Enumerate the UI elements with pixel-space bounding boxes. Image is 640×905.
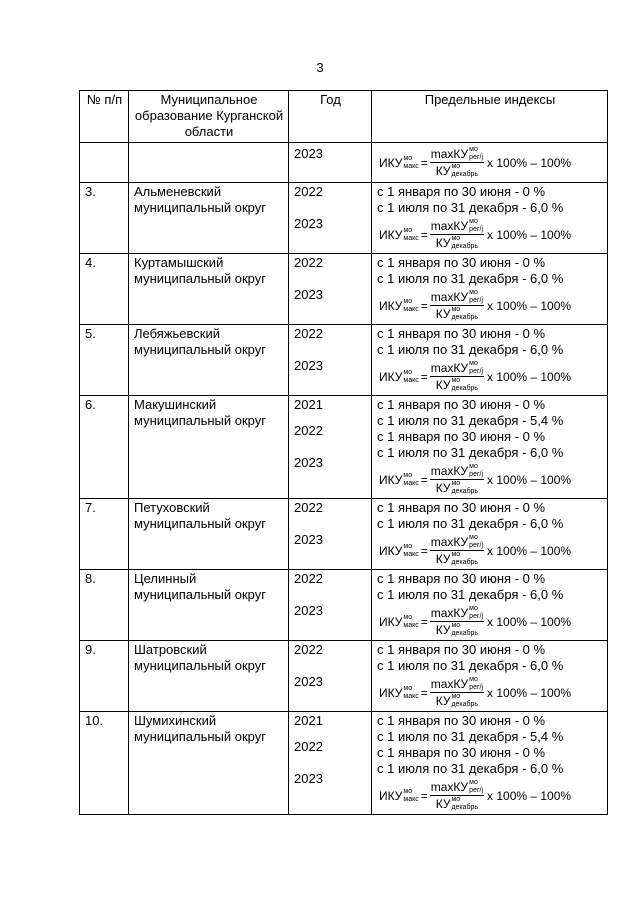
index-formula	[379, 289, 603, 322]
table-row	[80, 499, 608, 570]
index-line: с 1 июля по 31 декабря - 6,0 %	[377, 271, 564, 286]
formula-num-sup: мо	[469, 676, 478, 683]
formula-num-text: maxКУ	[430, 147, 469, 161]
formula-den-sub: декабрь	[451, 314, 479, 321]
formula-rhs: x 100% – 100%	[487, 298, 572, 313]
formula-numerator	[430, 463, 484, 480]
formula-equals: =	[420, 614, 428, 629]
formula-numerator	[430, 534, 484, 551]
formula-den-sub: декабрь	[451, 385, 479, 392]
year-value: 2021	[294, 713, 323, 728]
index-formula	[379, 534, 603, 567]
formula-den-sub: декабрь	[451, 243, 479, 250]
formula-lhs-sub: макс	[403, 479, 419, 487]
formula-rhs: x 100% – 100%	[487, 543, 572, 558]
formula-denominator	[435, 235, 479, 251]
index-line: с 1 июля по 31 декабря - 6,0 %	[377, 516, 564, 531]
formula-denominator	[435, 377, 479, 393]
formula-lhs: ИКУ	[379, 685, 403, 700]
indices-table	[79, 90, 608, 815]
cell-year	[289, 570, 372, 641]
index-line: с 1 января по 30 июня - 0 %	[377, 642, 546, 657]
formula-lhs: ИКУ	[379, 298, 403, 313]
index-line: с 1 июля по 31 декабря - 6,0 %	[377, 587, 564, 602]
formula-den-text: КУ	[435, 623, 451, 637]
formula-lhs-sub: макс	[403, 162, 419, 170]
cell-municipality: Шатровский муниципальный округ	[129, 641, 289, 712]
formula-den-text: КУ	[435, 378, 451, 392]
formula-rhs: x 100% – 100%	[487, 788, 572, 803]
table-row	[80, 641, 608, 712]
index-line: с 1 января по 30 июня - 0 %	[377, 184, 546, 199]
formula-den-sub: декабрь	[451, 701, 479, 708]
formula-slot	[377, 146, 603, 179]
formula-lhs-sub: макс	[403, 550, 419, 558]
formula-lhs: ИКУ	[379, 227, 403, 242]
index-line: с 1 января по 30 июня - 0 %	[377, 713, 546, 728]
header-municipality: Муниципальное образование Курганской области	[129, 91, 289, 143]
formula-lhs-sub: макс	[403, 376, 419, 384]
header-year: Год	[289, 91, 372, 143]
formula-num-sup: мо	[469, 360, 478, 367]
formula-fraction	[430, 463, 484, 496]
formula-numerator	[430, 360, 484, 377]
index-line: с 1 июля по 31 декабря - 6,0 %	[377, 445, 564, 460]
formula-rhs: x 100% – 100%	[487, 614, 572, 629]
formula-den-sub: декабрь	[451, 171, 479, 178]
cell-number: 5.	[80, 325, 129, 396]
table-row	[80, 712, 608, 815]
formula-equals: =	[420, 472, 428, 487]
index-line: с 1 января по 30 июня - 0 %	[377, 571, 546, 586]
formula-den-text: КУ	[435, 236, 451, 250]
formula-rhs: x 100% – 100%	[487, 472, 572, 487]
formula-denominator	[435, 796, 479, 812]
cell-number: 10.	[80, 712, 129, 815]
formula-equals: =	[420, 155, 428, 170]
formula-den-sup: мо	[451, 163, 461, 170]
year-value: 2022	[294, 739, 323, 754]
year-value: 2023	[294, 603, 323, 618]
cell-municipality: Петуховский муниципальный округ	[129, 499, 289, 570]
table-header-row	[80, 91, 608, 143]
formula-lhs-sub: макс	[403, 234, 419, 242]
formula-num-sub: рег/j	[469, 471, 484, 478]
cell-indices	[372, 254, 608, 325]
formula-lhs: ИКУ	[379, 472, 403, 487]
formula-rhs: x 100% – 100%	[487, 227, 572, 242]
index-line: с 1 июля по 31 декабря - 6,0 %	[377, 761, 564, 776]
formula-denominator	[435, 306, 479, 322]
formula-lhs: ИКУ	[379, 788, 403, 803]
formula-num-text: maxКУ	[430, 606, 469, 620]
formula-lhs-sup: мо	[403, 297, 413, 305]
formula-num-sub: рег/j	[469, 368, 484, 375]
cell-year	[289, 712, 372, 815]
cell-year	[289, 183, 372, 254]
header-number: № п/п	[80, 91, 129, 143]
cell-year	[289, 143, 372, 183]
cell-indices	[372, 325, 608, 396]
formula-num-sup: мо	[469, 605, 478, 612]
header-indices: Предельные индексы	[372, 91, 608, 143]
formula-den-text: КУ	[435, 164, 451, 178]
formula-lhs-sub: макс	[403, 621, 419, 629]
formula-num-sup: мо	[469, 146, 478, 153]
formula-lhs: ИКУ	[379, 369, 403, 384]
formula-numerator	[430, 605, 484, 622]
formula-den-sub: декабрь	[451, 488, 479, 495]
cell-municipality	[129, 143, 289, 183]
formula-denominator	[435, 480, 479, 496]
index-line: с 1 июля по 31 декабря - 5,4 %	[377, 413, 564, 428]
table-row	[80, 183, 608, 254]
year-value: 2023	[294, 532, 323, 547]
formula-lhs-sup: мо	[403, 471, 413, 479]
index-line: с 1 января по 30 июня - 0 %	[377, 326, 546, 341]
formula-denominator	[435, 163, 479, 179]
index-line: с 1 января по 30 июня - 0 %	[377, 745, 546, 760]
formula-lhs-sub: макс	[403, 305, 419, 313]
table-body	[80, 143, 608, 815]
formula-num-text: maxКУ	[430, 677, 469, 691]
formula-num-sup: мо	[469, 289, 478, 296]
cell-indices	[372, 712, 608, 815]
cell-municipality: Лебяжьевский муниципальный округ	[129, 325, 289, 396]
formula-rhs: x 100% – 100%	[487, 369, 572, 384]
cell-number: 4.	[80, 254, 129, 325]
index-line: с 1 января по 30 июня - 0 %	[377, 500, 546, 515]
formula-fraction	[430, 605, 484, 638]
formula-num-sup: мо	[469, 534, 478, 541]
formula-den-sup: мо	[451, 622, 461, 629]
year-value: 2022	[294, 571, 323, 586]
formula-fraction	[430, 534, 484, 567]
formula-denominator	[435, 693, 479, 709]
table-row-continuation	[80, 143, 608, 183]
formula-equals: =	[420, 298, 428, 313]
formula-den-sup: мо	[451, 480, 461, 487]
formula-lhs: ИКУ	[379, 543, 403, 558]
formula-denominator	[435, 551, 479, 567]
formula-lhs-sup: мо	[403, 226, 413, 234]
formula-fraction	[430, 289, 484, 322]
index-line: с 1 января по 30 июня - 0 %	[377, 397, 546, 412]
index-formula	[379, 463, 603, 496]
formula-lhs: ИКУ	[379, 155, 403, 170]
formula-num-sub: рег/j	[469, 297, 484, 304]
cell-municipality: Целинный муниципальный округ	[129, 570, 289, 641]
cell-year	[289, 396, 372, 499]
formula-num-sup: мо	[469, 779, 478, 786]
formula-num-sub: рег/j	[469, 154, 484, 161]
index-formula	[379, 605, 603, 638]
formula-den-sup: мо	[451, 796, 461, 803]
cell-municipality: Макушинский муниципальный округ	[129, 396, 289, 499]
formula-lhs-sub: макс	[403, 692, 419, 700]
formula-num-text: maxКУ	[430, 780, 469, 794]
cell-municipality: Шумихинский муниципальный округ	[129, 712, 289, 815]
formula-num-sup: мо	[469, 218, 478, 225]
cell-number: 8.	[80, 570, 129, 641]
formula-den-sub: декабрь	[451, 804, 479, 811]
formula-den-sup: мо	[451, 551, 461, 558]
cell-indices	[372, 641, 608, 712]
formula-equals: =	[420, 227, 428, 242]
year-value: 2023	[294, 455, 323, 470]
formula-den-text: КУ	[435, 307, 451, 321]
year-value: 2023	[294, 216, 323, 231]
formula-den-sub: декабрь	[451, 559, 479, 566]
cell-number: 6.	[80, 396, 129, 499]
formula-fraction	[430, 779, 484, 812]
year-value: 2023	[294, 287, 323, 302]
year-value: 2023	[294, 674, 323, 689]
formula-num-text: maxКУ	[430, 464, 469, 478]
formula-num-text: maxКУ	[430, 219, 469, 233]
formula-num-sub: рег/j	[469, 787, 484, 794]
formula-lhs-sup: мо	[403, 368, 413, 376]
formula-equals: =	[420, 685, 428, 700]
formula-lhs-sup: мо	[403, 154, 413, 162]
formula-den-text: КУ	[435, 481, 451, 495]
formula-rhs: x 100% – 100%	[487, 155, 572, 170]
year-value: 2022	[294, 326, 323, 341]
year-value: 2023	[294, 146, 323, 161]
cell-number: 7.	[80, 499, 129, 570]
formula-fraction	[430, 218, 484, 251]
index-formula	[379, 360, 603, 393]
year-value: 2022	[294, 255, 323, 270]
formula-den-sup: мо	[451, 235, 461, 242]
index-line: с 1 июля по 31 декабря - 6,0 %	[377, 342, 564, 357]
formula-numerator	[430, 289, 484, 306]
table-row	[80, 325, 608, 396]
formula-denominator	[435, 622, 479, 638]
year-value: 2023	[294, 358, 323, 373]
cell-number: 9.	[80, 641, 129, 712]
formula-numerator	[430, 146, 484, 163]
cell-year	[289, 254, 372, 325]
index-line: с 1 июля по 31 декабря - 6,0 %	[377, 658, 564, 673]
formula-equals: =	[420, 788, 428, 803]
cell-municipality: Альменевский муниципальный округ	[129, 183, 289, 254]
formula-lhs-sup: мо	[403, 542, 413, 550]
year-value: 2023	[294, 771, 323, 786]
formula-lhs: ИКУ	[379, 614, 403, 629]
index-line: с 1 января по 30 июня - 0 %	[377, 429, 546, 444]
formula-lhs-sup: мо	[403, 787, 413, 795]
formula-den-text: КУ	[435, 797, 451, 811]
table-row	[80, 396, 608, 499]
cell-number	[80, 143, 129, 183]
cell-year	[289, 641, 372, 712]
table-row	[80, 254, 608, 325]
index-line: с 1 июля по 31 декабря - 5,4 %	[377, 729, 564, 744]
index-line: с 1 июля по 31 декабря - 6,0 %	[377, 200, 564, 215]
year-value: 2022	[294, 500, 323, 515]
index-formula	[379, 676, 603, 709]
cell-indices	[372, 499, 608, 570]
cell-indices	[372, 570, 608, 641]
table-row	[80, 570, 608, 641]
cell-number: 3.	[80, 183, 129, 254]
formula-num-sub: рег/j	[469, 613, 484, 620]
formula-num-sup: мо	[469, 463, 478, 470]
index-formula	[379, 146, 603, 179]
formula-fraction	[430, 146, 484, 179]
formula-lhs-sup: мо	[403, 684, 413, 692]
cell-municipality: Куртамышский муниципальный округ	[129, 254, 289, 325]
cell-indices	[372, 183, 608, 254]
index-formula	[379, 779, 603, 812]
formula-lhs-sup: мо	[403, 613, 413, 621]
cell-year	[289, 325, 372, 396]
formula-den-text: КУ	[435, 552, 451, 566]
formula-num-sub: рег/j	[469, 542, 484, 549]
formula-den-text: КУ	[435, 694, 451, 708]
formula-numerator	[430, 779, 484, 796]
formula-lhs-sub: макс	[403, 795, 419, 803]
formula-den-sup: мо	[451, 306, 461, 313]
year-value: 2021	[294, 397, 323, 412]
formula-den-sup: мо	[451, 377, 461, 384]
cell-year	[289, 499, 372, 570]
formula-num-sub: рег/j	[469, 684, 484, 691]
formula-numerator	[430, 218, 484, 235]
formula-den-sub: декабрь	[451, 630, 479, 637]
formula-num-text: maxКУ	[430, 535, 469, 549]
year-value: 2022	[294, 423, 323, 438]
formula-numerator	[430, 676, 484, 693]
formula-equals: =	[420, 369, 428, 384]
formula-rhs: x 100% – 100%	[487, 685, 572, 700]
index-line: с 1 января по 30 июня - 0 %	[377, 255, 546, 270]
cell-indices	[372, 396, 608, 499]
formula-den-sup: мо	[451, 693, 461, 700]
index-formula	[379, 218, 603, 251]
formula-fraction	[430, 676, 484, 709]
formula-num-text: maxКУ	[430, 361, 469, 375]
page-number: 3	[316, 60, 324, 75]
formula-num-sub: рег/j	[469, 226, 484, 233]
cell-indices	[372, 143, 608, 183]
year-value: 2022	[294, 642, 323, 657]
formula-equals: =	[420, 543, 428, 558]
formula-fraction	[430, 360, 484, 393]
year-value: 2022	[294, 184, 323, 199]
formula-num-text: maxКУ	[430, 290, 469, 304]
